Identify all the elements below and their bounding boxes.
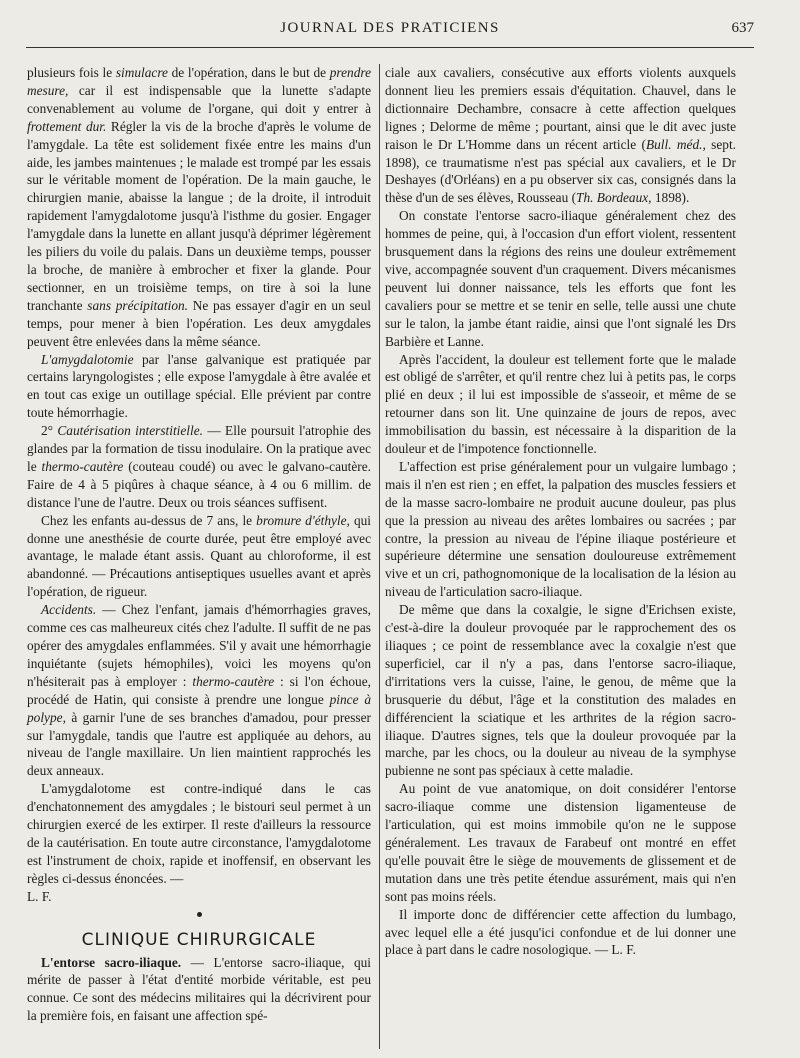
paragraph-entorse-intro [27, 954, 371, 1026]
right-column [385, 64, 736, 959]
italic-run: Cautérisation interstitielle. [57, 423, 203, 439]
paragraph-operation [27, 64, 371, 351]
text-run: qui donne une anesthésie de courte durée, peut être employé avec avantage, le malade étant assis. Quant au chloroforme, il est abandonné. — Précautions antiseptiques usuelles avant et après l'opération, de rigueur. [27, 512, 371, 600]
paragraph-accidents [27, 601, 371, 780]
paragraph-cauterisation [27, 422, 371, 512]
text-run: Ne pas essayer d'agir en un seul temps, pour mener à bien l'opération. Les deux amygdales peuvent être enlevées dans la même séance. [27, 297, 371, 349]
italic-run: frottement dur. [27, 118, 107, 134]
paragraph-constat: On constate l'entorse sacro-iliaque généralement chez des hommes de peine, qui, à l'occasion d'un effort violent, ressentent brusquement dans la régions des reins une douleur extrêmement vive, accompagnée souvent d'un craquement. Divers mécanismes peuvent lui donner naissance, tels les efforts que font les cavaliers pour se mettre et se tenir en selle, telle aussi une chute sur le talon, la jambe étant raidie, ainsi que l'ont signalé les Drs Barbière et Lanne. [385, 208, 736, 349]
paragraph-lumbago: L'affection est prise généralement pour un vulgaire lumbago ; mais il n'en est rien ; en effet, la palpation des muscles fessiers et de la masse sacro-lombaire ne produit aucune douleur, pas plus que la pression au niveau des arêtes lombaires ou sacrées ; par contre, la pression au niveau de l'épine iliaque postérieure et supérieure détermine une sensation douloureuse extrêmement vive et un cri, pathognomonique de la localisation de la lésion au niveau de l'articulation sacro-iliaque. [385, 458, 736, 600]
italic-run: Accidents. [41, 602, 97, 618]
italic-run: prendre mesure, [27, 65, 371, 98]
paragraph-apres-accident: Après l'accident, la douleur est tellement forte que le malade est obligé de s'arrêter, et qu'il rentre chez lui à petits pas, le corps plié en deux ; il lui est impossible de s'asseoir, et même de se retourner dans son lit. Une quinzaine de jours de repos, avec immobilisation du bassin, est nécessaire à la disparition de la douleur et de l'impotence fonctionnelle. [385, 351, 736, 457]
text-run: (couteau coudé) ou avec le galvano-cautère. Faire de 4 à 5 piqûres à chaque séance, à 4 ou 6 millim. de distance l'une de l'autre. Deux ou trois séances suffisent. [27, 458, 371, 510]
text-run: ciale aux cavaliers, consécutive aux efforts violents auxquels donnent lieu les premiers essais d'équitation. Chauvel, dans le dictionnaire Dechambre, consacre à cette affection quelques lignes ; Delorme de même ; pourtant, ainsi que le dit avec juste raison le Dr L'Homme dans un récent article ( [385, 65, 736, 152]
italic-run: thermo-cautère [41, 458, 124, 474]
journal-title: JOURNAL DES PRATICIENS [280, 20, 500, 36]
paragraph-anesthesie [27, 512, 371, 602]
text-run: Régler la vis de la broche d'après le volume de l'amygdale. La tête est solidement fixée entre les mains d'un aide, les jambes maintenues ; le malade est trompé par les essais sur le véritable moment de l'opération. De la main gauche, le chirurgien manie, abaisse la langue ; de la droite, il introduit rapidement l'amygdalotome jusqu'à l'isthme du gosier. Engager l'amygdale dans la lunette en allant jusqu'à déprimer légèrement les piliers du voile du palais. Dans un deuxième temps, pousser la broche, de manière à embrocher et fixer la glande. Pour sectionner, en un troisième temps, on tire à soi la lune tranchante [27, 118, 371, 313]
italic-run: simulacre [115, 65, 168, 80]
italic-run: Bull. méd., [645, 136, 706, 152]
text-run: Chez les enfants au-dessus de 7 ans, le [41, 512, 257, 528]
header-rule [26, 47, 754, 48]
paragraph-anatomie: Au point de vue anatomique, on doit considérer l'entorse sacro-iliaque comme une distension ligamenteuse de l'articulation, qui est moins immobile qu'on ne le suppose généralement. Les travaux de Farabeuf ont montré en effet qu'elle pouvait être le siège de mouvements de glissement et de mutation dans une très petite étendue assurément, mais qui n'en sont pas moins réels. [385, 781, 736, 904]
italic-run: L'amygdalotomie [41, 351, 134, 367]
italic-run: pince à polype, [27, 691, 371, 725]
left-column [27, 64, 371, 1025]
text-run: — Chez l'enfant, jamais d'hémorrhagies graves, comme ces cas malheureux cités chez l'adulte. Il suffit de ne pas opérer des amygdales enflammées. S'il y avait une hémorrhagie inquiétante (sujets hémophiles), voici les moyens qu'on n'hésiterait pas à employer : [27, 602, 371, 689]
page-number: 637 [731, 20, 754, 36]
signature: L. F. [27, 888, 52, 904]
text-run: de l'opération, dans le but de [167, 65, 330, 80]
text-run: à garnir l'une de ses branches d'amadou, pour presser sur l'amygdale, tandis que l'autre est appliquée au dehors, au niveau de l'angle maxillaire. Un lien maintient rapprochés les deux anneaux. [27, 709, 371, 779]
italic-run: thermo-cautère [192, 673, 275, 689]
text-run: plusieurs fois le [27, 65, 116, 80]
section-separator [27, 906, 371, 924]
text-run: — Elle poursuit l'atrophie des glandes par la formation de tissu inodulaire. On la pratique avec le [27, 423, 371, 474]
text-run: sept. 1898), ce traumatisme n'est pas spécial aux cavaliers, et le Dr Deshayes (d'Orléans) en a pu observer six cas, consignés dans la thèse d'un de ses élèves, Rousseau ( [385, 136, 736, 206]
text-run: : si l'on échoue, procédé de Hatin, qui consiste à prendre une longue [27, 673, 371, 707]
separator-dot [197, 912, 202, 917]
paragraph-contre-indication: L'amygdalotome est contre-indiqué dans le cas d'enchatonnement des amygdales ; le bistouri seul permet à un chirurgien exercé de les extirper. Il reste d'ailleurs la ressource de la cautérisation. En toute autre circonstance, l'amygdalotome est l'instrument de choix, rapide et inoffensif, en observant les règles ci-dessus énoncées. — [27, 781, 371, 886]
italic-run: Th. Bordeaux, [576, 190, 652, 206]
italic-run: bromure d'éthyle, [256, 512, 350, 528]
column-divider [379, 64, 380, 1049]
page-header [26, 20, 754, 50]
text-run: 2° [41, 423, 58, 439]
text-run: par l'anse galvanique est pratiquée par certains laryngologistes ; elle expose l'amygdale à être avalée et en tout cas exige un outillage spécial. Elle prévient par contre toute hémorrhagie. [27, 351, 371, 421]
text-run: 1898). [651, 190, 690, 206]
run-in-heading: L'entorse sacro-iliaque. [41, 954, 182, 970]
paragraph-anse-galvanique [27, 351, 371, 423]
text-run: car il est indispensable que la lunette s'adapte convenablement au volume de l'organe, qui doit y entrer à [27, 82, 371, 116]
section-title: CLINIQUE CHIRURGICALE [81, 929, 317, 950]
paragraph-cavaliers [385, 64, 736, 207]
italic-run: sans précipitation. [87, 297, 189, 313]
text-run: — L'entorse sacro-iliaque, qui mérite de passer à l'état d'entité morbide véritable, est peu connue. Ce sont des médecins militaires qui la décrivirent pour la première fois, en faisant une affection spé- [27, 954, 371, 1024]
paragraph-conclusion: Il importe donc de différencier cette affection du lumbago, avec lequel elle a été jusqu'ici confondue et de lui donner une place à part dans le cadre nosologique. — L. F. [385, 906, 736, 958]
paragraph-coxalgie: De même que dans la coxalgie, le signe d'Erichsen existe, c'est-à-dire la douleur provoquée par le rapprochement des os iliaques ; ce point de ressemblance avec la coxalgie n'est que superficiel, car il n'y a pas, dans l'entorse sacro-iliaque, d'irritations vers la cuisse, l'aine, le genou, de même que la brusquerie du début, l'âge et la constitution des malades en différencient la sciatique et les arthrites de la région sacro-iliaque. D'autres signes, tels que la douleur provoquée par la marche, par les chocs, ou la douleur au niveau de la symphyse pubienne ne sont pas spéciaux à cette maladie. [385, 602, 736, 779]
